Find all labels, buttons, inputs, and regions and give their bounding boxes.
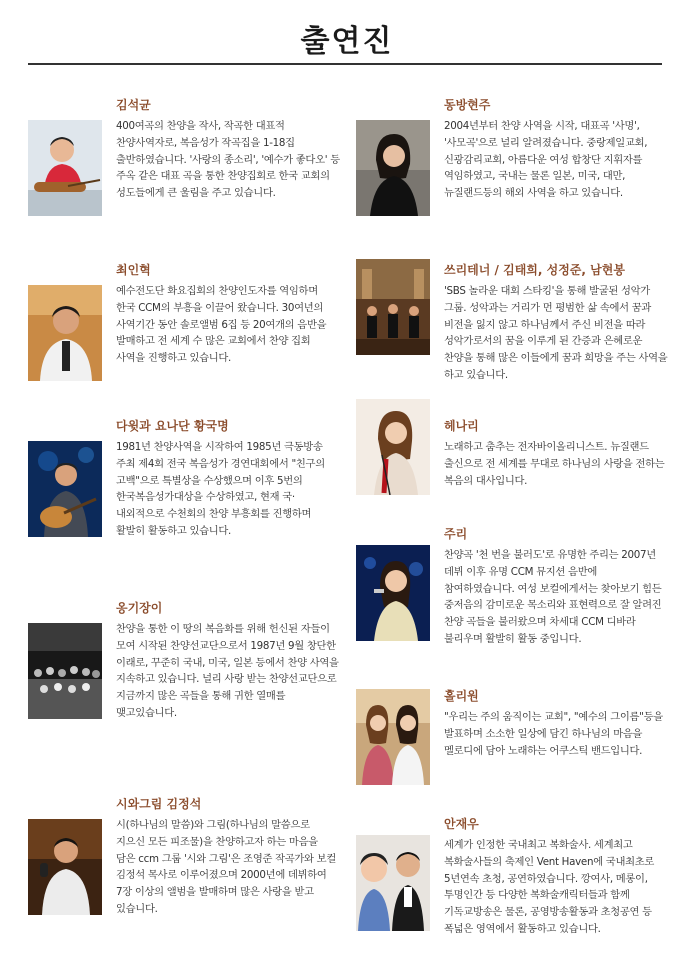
performer-name: 시와그림 김정석 [116, 797, 202, 811]
performer-description: 400여곡의 찬양을 작사, 작곡한 대표적 찬양사역자로, 복음성가 작곡집을 1-18집 출반하였습니다. '사랑의 종소리', '예수가 좋다오' 등 주옥 같은 대표 곡을 통한 찬양집회로 한국 교회의 성도들에게 큰 울림을 주고 있습니다. [116, 120, 340, 200]
performer-description: 'SBS 놀라운 대회 스타킹'을 통해 발굴된 성악가 그룹. 성악과는 거리가 먼 평범한 삶 속에서 꿈과 비전을 잃지 않고 하나님께서 주신 비전을 따라 성악가로서의 꿈을 이루게 된 간증과 은혜로운 찬양을 통해 많은 이들에게 꿈과 희망을 주는 사역을 하고 있습니다. [444, 285, 668, 381]
performer-photo [28, 120, 102, 216]
performer-name: 주리 [444, 527, 468, 541]
performer-description: "우리는 주의 움직이는 교회", "예수의 그이름"등을 발표하며 소소한 일상에 담긴 하나님의 마음을 멜로디에 담아 노래하는 어쿠스틱 밴드입니다. [444, 711, 663, 757]
performer-description: 찬양곡 '천 번을 불러도'로 유명한 주리는 2007년 데뷔 이후 유명 CCM 뮤지션 음반에 참여하였습니다. 여성 보컬에게서는 찾아보기 힘든 중저음의 감미로운 목소리와 표현력으로 잘 알려진 찬양 곡들을 불러왔으며 차세대 CCM 디바라 불리우며 활발히 활동 중입니다. [444, 549, 662, 645]
performer-name: 쓰리테너 / 김태희, 성정준, 남현봉 [444, 263, 625, 277]
performer-photo [356, 259, 430, 355]
performer-photo [28, 441, 102, 537]
performer-photo [28, 623, 102, 719]
performer-description: 노래하고 춤추는 전자바이올리니스트. 뉴질랜드 출신으로 전 세계를 무대로 하나님의 사랑을 전하는 복음의 대사입니다. [444, 441, 665, 487]
performer-photo [356, 545, 430, 641]
performer-description: 2004년부터 찬양 사역을 시작, 대표곡 '사명', '사모곡'으로 널리 알려졌습니다. 중랑제일교회, 신광감리교회, 아름다운 여성 합창단 지휘자를 역임하였고, 국내는 물론 일본, 미국, 대만, 뉴질랜드등의 해외 사역을 하고 있습니다. [444, 120, 648, 200]
performer-photo [356, 399, 430, 495]
performer-photo [356, 120, 430, 216]
performer-photo [28, 819, 102, 915]
performer-description: 세계가 인정한 국내최고 복화술사. 세계최고 복화술사들의 축제인 Vent Haven에 국내최초로 5년연속 초청, 공연하였습니다. 깡여사, 메롱이, 투명인간 등 다양한 복화술캐릭터들과 함께 기독교방송은 물론, 공영방송활동과 초청공연 등 폭넓은 영역에서 활동하고 있습니다. [444, 839, 655, 935]
performer-name: 홀리원 [444, 689, 479, 703]
performer-photo [356, 835, 430, 931]
performer-name: 김석균 [116, 98, 151, 112]
performer-description: 찬양을 통한 이 땅의 복음화를 위해 헌신된 자들이 모여 시작된 찬양선교단으로서 1987년 9월 창단한 이래로, 꾸준히 국내, 미국, 일본 등에서 찬양 사역을 지속하고 있습니다. 널리 사랑 받는 찬양선교단으로 지금까지 많은 곡들을 통해 귀한 열매를 맺고있습니다. [116, 623, 339, 719]
performer-description: 예수전도단 화요집회의 찬양인도자를 역임하며 한국 CCM의 부흥을 이끌어 왔습니다. 30여년의 사역기간 동안 솔로앨범 6집 등 20여개의 음반을 발매하고 전 세계 수 많은 교회에서 찬양 집회 사역을 진행하고 있습니다. [116, 285, 327, 365]
performer-entry [28, 797, 340, 947]
performer-entry [356, 263, 668, 413]
performer-entry [356, 98, 668, 248]
performer-entry [28, 419, 340, 569]
performer-entry [28, 601, 340, 751]
performer-photo [356, 689, 430, 785]
performer-name: 안재우 [444, 817, 479, 831]
performer-name: 옹기장이 [116, 601, 163, 615]
title-divider [28, 63, 662, 65]
performer-name: 동방현주 [444, 98, 491, 112]
performer-entry [28, 263, 340, 413]
performer-name: 최인혁 [116, 263, 151, 277]
performer-description: 1981년 찬양사역을 시작하여 1985년 극동방송 주최 제4회 전국 복음성가 경연대회에서 "친구의 고백"으로 특별상을 수상했으며 이후 5번의 한국복음성가대상을 수상하였고, 현재 국·내외적으로 수천회의 찬양 부흥회를 진행하며 활발히 활동하고 있습니다. [116, 441, 325, 537]
performer-name: 다윗과 요나단 황국명 [116, 419, 229, 433]
performer-description: 시(하나님의 말씀)와 그림(하나님의 말씀으로 지으신 모든 피조물)을 찬양하고자 하는 마음을 담은 ccm 그룹 '시와 그림'은 조영준 작곡가와 보컬 김정석 목사로 이루어졌으며 2000년에 데뷔하여 7장 이상의 앨범을 발매하며 많은 사랑을 받고 있습니다. [116, 819, 336, 915]
performer-name: 헤나리 [444, 419, 479, 433]
performer-photo [28, 285, 102, 381]
page-title: 출연진 [300, 24, 394, 59]
performer-entry [356, 527, 668, 677]
performer-entry [28, 98, 340, 248]
performer-entry [356, 817, 668, 967]
